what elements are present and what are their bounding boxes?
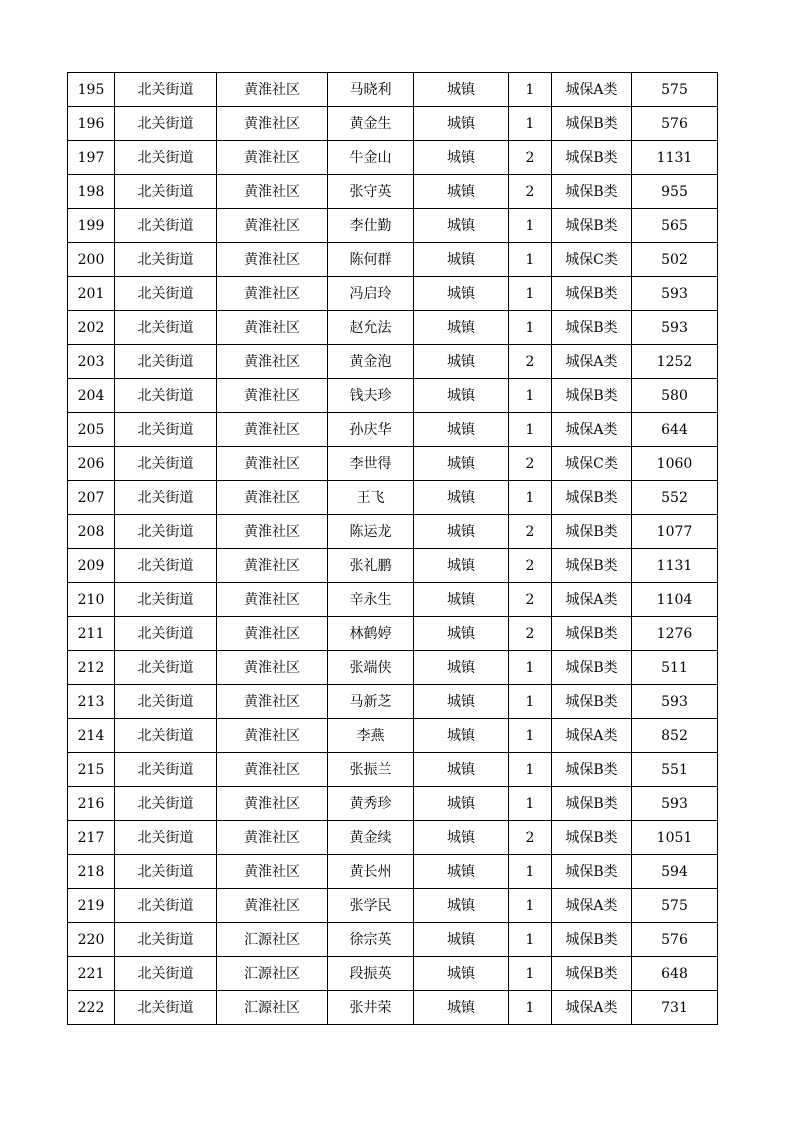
table-row	[68, 277, 718, 311]
table-row	[68, 719, 718, 753]
category-cell: 城保B类	[552, 515, 632, 549]
row-number-cell: 218	[68, 855, 115, 889]
name-cell: 林鹤婷	[328, 617, 414, 651]
table-row	[68, 549, 718, 583]
area-type-cell: 城镇	[414, 107, 509, 141]
household-size-cell: 1	[509, 719, 552, 753]
subdistrict-cell: 北关街道	[115, 277, 217, 311]
community-cell: 黄淮社区	[217, 753, 328, 787]
row-number-cell: 216	[68, 787, 115, 821]
amount-cell: 552	[632, 481, 718, 515]
table-row	[68, 345, 718, 379]
community-cell: 黄淮社区	[217, 549, 328, 583]
table-row	[68, 957, 718, 991]
amount-cell: 1060	[632, 447, 718, 481]
table-row	[68, 617, 718, 651]
community-cell: 黄淮社区	[217, 175, 328, 209]
area-type-cell: 城镇	[414, 549, 509, 583]
subdistrict-cell: 北关街道	[115, 991, 217, 1025]
row-number-cell: 205	[68, 413, 115, 447]
table-row	[68, 73, 718, 107]
area-type-cell: 城镇	[414, 787, 509, 821]
table-row	[68, 923, 718, 957]
area-type-cell: 城镇	[414, 311, 509, 345]
name-cell: 陈何群	[328, 243, 414, 277]
household-size-cell: 1	[509, 311, 552, 345]
row-number-cell: 195	[68, 73, 115, 107]
table-row	[68, 107, 718, 141]
subdistrict-cell: 北关街道	[115, 651, 217, 685]
category-cell: 城保B类	[552, 549, 632, 583]
category-cell: 城保A类	[552, 991, 632, 1025]
table-row	[68, 209, 718, 243]
category-cell: 城保B类	[552, 311, 632, 345]
subdistrict-cell: 北关街道	[115, 889, 217, 923]
category-cell: 城保B类	[552, 481, 632, 515]
row-number-cell: 209	[68, 549, 115, 583]
roster-body	[68, 73, 718, 1025]
household-size-cell: 1	[509, 209, 552, 243]
community-cell: 黄淮社区	[217, 243, 328, 277]
row-number-cell: 217	[68, 821, 115, 855]
subdistrict-cell: 北关街道	[115, 243, 217, 277]
category-cell: 城保A类	[552, 719, 632, 753]
table-row	[68, 379, 718, 413]
subdistrict-cell: 北关街道	[115, 549, 217, 583]
name-cell: 辛永生	[328, 583, 414, 617]
community-cell: 黄淮社区	[217, 651, 328, 685]
roster-table	[67, 72, 718, 1025]
area-type-cell: 城镇	[414, 141, 509, 175]
household-size-cell: 2	[509, 549, 552, 583]
area-type-cell: 城镇	[414, 855, 509, 889]
row-number-cell: 220	[68, 923, 115, 957]
community-cell: 黄淮社区	[217, 583, 328, 617]
area-type-cell: 城镇	[414, 209, 509, 243]
household-size-cell: 2	[509, 515, 552, 549]
category-cell: 城保B类	[552, 277, 632, 311]
row-number-cell: 215	[68, 753, 115, 787]
area-type-cell: 城镇	[414, 753, 509, 787]
amount-cell: 1051	[632, 821, 718, 855]
row-number-cell: 200	[68, 243, 115, 277]
area-type-cell: 城镇	[414, 447, 509, 481]
row-number-cell: 212	[68, 651, 115, 685]
row-number-cell: 199	[68, 209, 115, 243]
subdistrict-cell: 北关街道	[115, 107, 217, 141]
row-number-cell: 210	[68, 583, 115, 617]
subdistrict-cell: 北关街道	[115, 583, 217, 617]
area-type-cell: 城镇	[414, 617, 509, 651]
row-number-cell: 202	[68, 311, 115, 345]
amount-cell: 1104	[632, 583, 718, 617]
household-size-cell: 1	[509, 107, 552, 141]
area-type-cell: 城镇	[414, 481, 509, 515]
name-cell: 黄长州	[328, 855, 414, 889]
category-cell: 城保C类	[552, 447, 632, 481]
household-size-cell: 1	[509, 685, 552, 719]
community-cell: 黄淮社区	[217, 821, 328, 855]
household-size-cell: 1	[509, 413, 552, 447]
name-cell: 马晓利	[328, 73, 414, 107]
household-size-cell: 1	[509, 753, 552, 787]
amount-cell: 565	[632, 209, 718, 243]
name-cell: 黄金续	[328, 821, 414, 855]
amount-cell: 575	[632, 73, 718, 107]
household-size-cell: 1	[509, 787, 552, 821]
subdistrict-cell: 北关街道	[115, 73, 217, 107]
amount-cell: 551	[632, 753, 718, 787]
name-cell: 李仕勤	[328, 209, 414, 243]
area-type-cell: 城镇	[414, 583, 509, 617]
name-cell: 张端侠	[328, 651, 414, 685]
name-cell: 黄金生	[328, 107, 414, 141]
area-type-cell: 城镇	[414, 923, 509, 957]
amount-cell: 593	[632, 685, 718, 719]
category-cell: 城保B类	[552, 787, 632, 821]
category-cell: 城保B类	[552, 379, 632, 413]
amount-cell: 1077	[632, 515, 718, 549]
subdistrict-cell: 北关街道	[115, 787, 217, 821]
area-type-cell: 城镇	[414, 821, 509, 855]
community-cell: 黄淮社区	[217, 719, 328, 753]
subdistrict-cell: 北关街道	[115, 753, 217, 787]
amount-cell: 511	[632, 651, 718, 685]
community-cell: 黄淮社区	[217, 447, 328, 481]
household-size-cell: 1	[509, 277, 552, 311]
subdistrict-cell: 北关街道	[115, 855, 217, 889]
household-size-cell: 2	[509, 141, 552, 175]
area-type-cell: 城镇	[414, 243, 509, 277]
amount-cell: 580	[632, 379, 718, 413]
subdistrict-cell: 北关街道	[115, 141, 217, 175]
subdistrict-cell: 北关街道	[115, 923, 217, 957]
household-size-cell: 1	[509, 923, 552, 957]
amount-cell: 593	[632, 311, 718, 345]
area-type-cell: 城镇	[414, 413, 509, 447]
household-size-cell: 2	[509, 821, 552, 855]
table-row	[68, 447, 718, 481]
community-cell: 黄淮社区	[217, 277, 328, 311]
area-type-cell: 城镇	[414, 175, 509, 209]
subdistrict-cell: 北关街道	[115, 447, 217, 481]
community-cell: 黄淮社区	[217, 481, 328, 515]
category-cell: 城保A类	[552, 73, 632, 107]
row-number-cell: 197	[68, 141, 115, 175]
subdistrict-cell: 北关街道	[115, 685, 217, 719]
name-cell: 李世得	[328, 447, 414, 481]
community-cell: 黄淮社区	[217, 209, 328, 243]
category-cell: 城保B类	[552, 855, 632, 889]
household-size-cell: 1	[509, 889, 552, 923]
row-number-cell: 219	[68, 889, 115, 923]
table-row	[68, 413, 718, 447]
name-cell: 张井荣	[328, 991, 414, 1025]
subdistrict-cell: 北关街道	[115, 957, 217, 991]
community-cell: 黄淮社区	[217, 515, 328, 549]
area-type-cell: 城镇	[414, 957, 509, 991]
amount-cell: 852	[632, 719, 718, 753]
amount-cell: 1131	[632, 549, 718, 583]
subdistrict-cell: 北关街道	[115, 379, 217, 413]
community-cell: 黄淮社区	[217, 855, 328, 889]
community-cell: 汇源社区	[217, 991, 328, 1025]
row-number-cell: 201	[68, 277, 115, 311]
category-cell: 城保B类	[552, 821, 632, 855]
name-cell: 黄金泡	[328, 345, 414, 379]
area-type-cell: 城镇	[414, 73, 509, 107]
name-cell: 王飞	[328, 481, 414, 515]
name-cell: 钱夫珍	[328, 379, 414, 413]
row-number-cell: 211	[68, 617, 115, 651]
household-size-cell: 1	[509, 73, 552, 107]
name-cell: 冯启玲	[328, 277, 414, 311]
name-cell: 马新芝	[328, 685, 414, 719]
household-size-cell: 1	[509, 957, 552, 991]
household-size-cell: 1	[509, 243, 552, 277]
community-cell: 黄淮社区	[217, 889, 328, 923]
amount-cell: 593	[632, 277, 718, 311]
table-row	[68, 515, 718, 549]
amount-cell: 594	[632, 855, 718, 889]
table-row	[68, 889, 718, 923]
community-cell: 黄淮社区	[217, 413, 328, 447]
row-number-cell: 221	[68, 957, 115, 991]
row-number-cell: 204	[68, 379, 115, 413]
area-type-cell: 城镇	[414, 345, 509, 379]
community-cell: 黄淮社区	[217, 379, 328, 413]
row-number-cell: 198	[68, 175, 115, 209]
table-row	[68, 855, 718, 889]
row-number-cell: 196	[68, 107, 115, 141]
household-size-cell: 1	[509, 481, 552, 515]
table-row	[68, 175, 718, 209]
subdistrict-cell: 北关街道	[115, 719, 217, 753]
table-row	[68, 991, 718, 1025]
area-type-cell: 城镇	[414, 991, 509, 1025]
name-cell: 陈运龙	[328, 515, 414, 549]
category-cell: 城保A类	[552, 889, 632, 923]
amount-cell: 576	[632, 923, 718, 957]
area-type-cell: 城镇	[414, 889, 509, 923]
amount-cell: 955	[632, 175, 718, 209]
category-cell: 城保C类	[552, 243, 632, 277]
amount-cell: 731	[632, 991, 718, 1025]
name-cell: 徐宗英	[328, 923, 414, 957]
amount-cell: 1252	[632, 345, 718, 379]
name-cell: 李燕	[328, 719, 414, 753]
table-row	[68, 685, 718, 719]
category-cell: 城保B类	[552, 175, 632, 209]
community-cell: 黄淮社区	[217, 311, 328, 345]
table-row	[68, 753, 718, 787]
table-row	[68, 651, 718, 685]
amount-cell: 593	[632, 787, 718, 821]
subdistrict-cell: 北关街道	[115, 175, 217, 209]
community-cell: 黄淮社区	[217, 685, 328, 719]
subdistrict-cell: 北关街道	[115, 413, 217, 447]
name-cell: 赵允法	[328, 311, 414, 345]
household-size-cell: 2	[509, 345, 552, 379]
household-size-cell: 2	[509, 175, 552, 209]
table-row	[68, 787, 718, 821]
household-size-cell: 1	[509, 379, 552, 413]
name-cell: 段振英	[328, 957, 414, 991]
row-number-cell: 214	[68, 719, 115, 753]
community-cell: 黄淮社区	[217, 617, 328, 651]
name-cell: 孙庆华	[328, 413, 414, 447]
amount-cell: 576	[632, 107, 718, 141]
amount-cell: 575	[632, 889, 718, 923]
household-size-cell: 1	[509, 991, 552, 1025]
subdistrict-cell: 北关街道	[115, 481, 217, 515]
category-cell: 城保B类	[552, 957, 632, 991]
household-size-cell: 1	[509, 855, 552, 889]
category-cell: 城保B类	[552, 617, 632, 651]
amount-cell: 648	[632, 957, 718, 991]
subdistrict-cell: 北关街道	[115, 345, 217, 379]
table-row	[68, 141, 718, 175]
name-cell: 张学民	[328, 889, 414, 923]
amount-cell: 644	[632, 413, 718, 447]
category-cell: 城保B类	[552, 141, 632, 175]
row-number-cell: 208	[68, 515, 115, 549]
name-cell: 张礼鹏	[328, 549, 414, 583]
category-cell: 城保B类	[552, 107, 632, 141]
name-cell: 黄秀珍	[328, 787, 414, 821]
subdistrict-cell: 北关街道	[115, 311, 217, 345]
subdistrict-cell: 北关街道	[115, 617, 217, 651]
community-cell: 汇源社区	[217, 957, 328, 991]
category-cell: 城保B类	[552, 923, 632, 957]
table-row	[68, 311, 718, 345]
category-cell: 城保B类	[552, 685, 632, 719]
category-cell: 城保B类	[552, 651, 632, 685]
category-cell: 城保B类	[552, 753, 632, 787]
row-number-cell: 206	[68, 447, 115, 481]
area-type-cell: 城镇	[414, 379, 509, 413]
category-cell: 城保A类	[552, 413, 632, 447]
row-number-cell: 207	[68, 481, 115, 515]
household-size-cell: 2	[509, 447, 552, 481]
household-size-cell: 1	[509, 651, 552, 685]
community-cell: 黄淮社区	[217, 107, 328, 141]
subdistrict-cell: 北关街道	[115, 209, 217, 243]
row-number-cell: 203	[68, 345, 115, 379]
amount-cell: 1276	[632, 617, 718, 651]
community-cell: 黄淮社区	[217, 73, 328, 107]
community-cell: 黄淮社区	[217, 787, 328, 821]
area-type-cell: 城镇	[414, 719, 509, 753]
name-cell: 张守英	[328, 175, 414, 209]
area-type-cell: 城镇	[414, 277, 509, 311]
subdistrict-cell: 北关街道	[115, 515, 217, 549]
community-cell: 汇源社区	[217, 923, 328, 957]
name-cell: 牛金山	[328, 141, 414, 175]
category-cell: 城保B类	[552, 209, 632, 243]
category-cell: 城保A类	[552, 345, 632, 379]
name-cell: 张振兰	[328, 753, 414, 787]
table-row	[68, 583, 718, 617]
area-type-cell: 城镇	[414, 685, 509, 719]
area-type-cell: 城镇	[414, 651, 509, 685]
household-size-cell: 2	[509, 583, 552, 617]
subdistrict-cell: 北关街道	[115, 821, 217, 855]
community-cell: 黄淮社区	[217, 345, 328, 379]
table-row	[68, 821, 718, 855]
household-size-cell: 2	[509, 617, 552, 651]
row-number-cell: 213	[68, 685, 115, 719]
area-type-cell: 城镇	[414, 515, 509, 549]
community-cell: 黄淮社区	[217, 141, 328, 175]
table-row	[68, 243, 718, 277]
amount-cell: 502	[632, 243, 718, 277]
amount-cell: 1131	[632, 141, 718, 175]
category-cell: 城保A类	[552, 583, 632, 617]
table-row	[68, 481, 718, 515]
row-number-cell: 222	[68, 991, 115, 1025]
